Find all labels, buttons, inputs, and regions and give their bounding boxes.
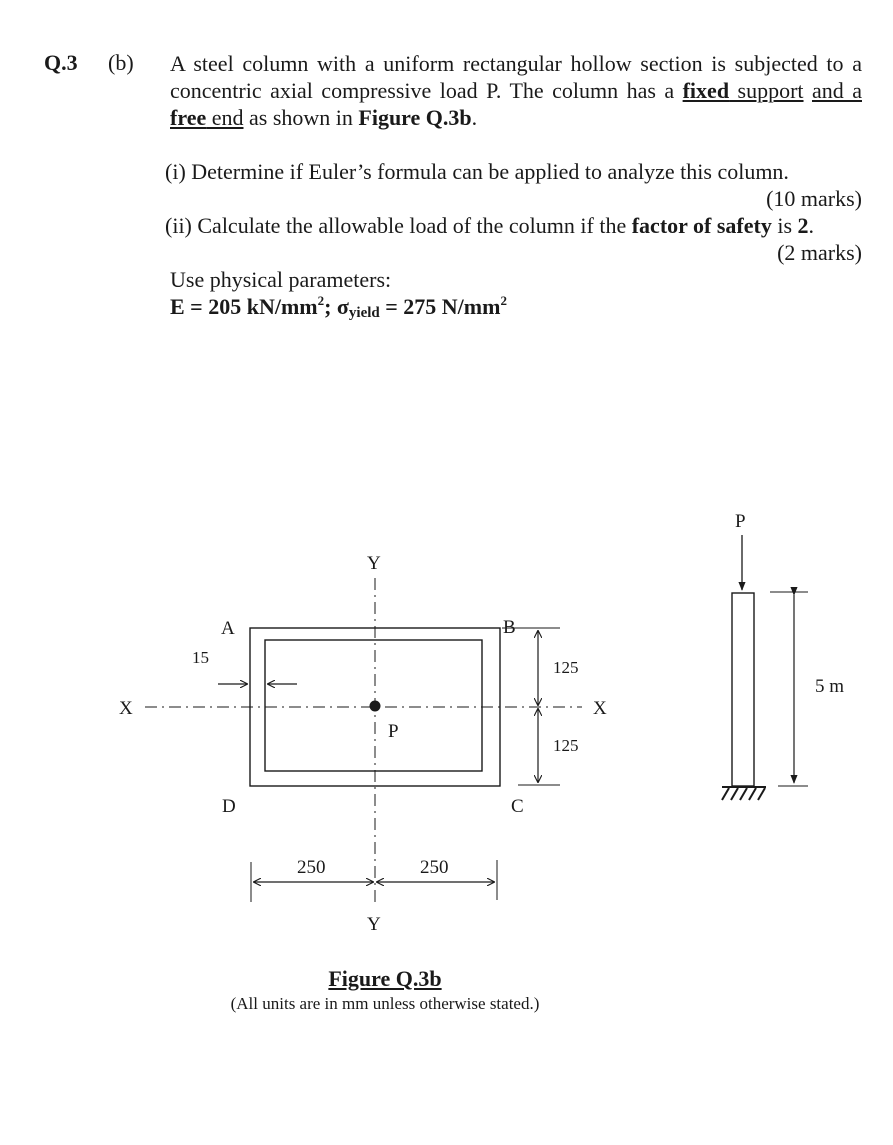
sub-i-text: (i) Determine if Euler’s formula can be applied to analyze this column. bbox=[165, 159, 789, 184]
sub-ii-text-3: . bbox=[808, 213, 815, 238]
cross-section bbox=[119, 553, 607, 935]
intro-end: end bbox=[206, 105, 244, 130]
half-height-top-label: 125 bbox=[553, 658, 579, 677]
intro-free: free bbox=[170, 105, 207, 130]
column-load-label: P bbox=[735, 511, 746, 532]
param-sy-value: = 275 N/mm bbox=[379, 294, 501, 319]
param-sy-exp: 2 bbox=[500, 293, 507, 308]
question-number: Q.3 bbox=[44, 50, 78, 75]
half-width-left-label: 250 bbox=[297, 857, 326, 878]
axis-x-left-label: X bbox=[119, 698, 133, 719]
half-width-right-label: 250 bbox=[420, 857, 449, 878]
column-elevation bbox=[722, 511, 844, 800]
intro-support: support bbox=[729, 78, 804, 103]
sub-ii-text-1: (ii) Calculate the allowable load of the column if the bbox=[165, 213, 632, 238]
axis-y-top-label: Y bbox=[367, 553, 381, 574]
param-e: E = 205 kN/mm bbox=[170, 294, 318, 319]
intro-text-4: . bbox=[471, 105, 478, 130]
sub-ii-marks: (2 marks) bbox=[777, 240, 862, 265]
load-p-label: P bbox=[388, 721, 399, 742]
corner-a-label: A bbox=[221, 618, 235, 639]
axis-x-right-label: X bbox=[593, 698, 607, 719]
sub-ii-bold: factor of safety bbox=[631, 213, 772, 238]
figure-caption bbox=[0, 966, 770, 1014]
fixed-support-hatch bbox=[722, 788, 765, 800]
intro-fixed: fixed bbox=[682, 78, 730, 103]
figure-caption-note: (All units are in mm unless otherwise stated.) bbox=[230, 994, 540, 1013]
param-e-exp: 2 bbox=[317, 293, 325, 308]
corner-b-label: B bbox=[503, 617, 516, 638]
axis-y-bottom-label: Y bbox=[367, 914, 381, 935]
sub-ii-text-2: is bbox=[771, 213, 798, 238]
intro-text-1: A steel column with a uniform rectangular hollow section is subjected to a concentric axial compressive load P bbox=[170, 51, 862, 103]
thickness-label: 15 bbox=[192, 648, 209, 667]
half-height-bottom-label: 125 bbox=[553, 736, 579, 755]
intro-and-a: and a bbox=[812, 78, 862, 103]
column-member bbox=[732, 593, 754, 786]
intro-text-2: . The column has a bbox=[495, 78, 683, 103]
param-sigma: ; σ bbox=[324, 294, 349, 319]
intro-text-3: as shown in bbox=[243, 105, 359, 130]
figure-caption-title: Figure Q.3b bbox=[328, 966, 442, 991]
param-yield-sub: yield bbox=[348, 305, 380, 321]
sub-i-marks: (10 marks) bbox=[766, 186, 862, 211]
corner-d-label: D bbox=[222, 796, 236, 817]
sub-ii-value: 2 bbox=[797, 213, 809, 238]
question-part: (b) bbox=[108, 50, 134, 75]
load-point bbox=[370, 701, 381, 712]
params-heading: Use physical parameters: bbox=[170, 267, 392, 292]
column-length-label: 5 m bbox=[815, 676, 845, 697]
corner-c-label: C bbox=[511, 796, 524, 817]
intro-figref: Figure Q.3b bbox=[358, 105, 472, 130]
